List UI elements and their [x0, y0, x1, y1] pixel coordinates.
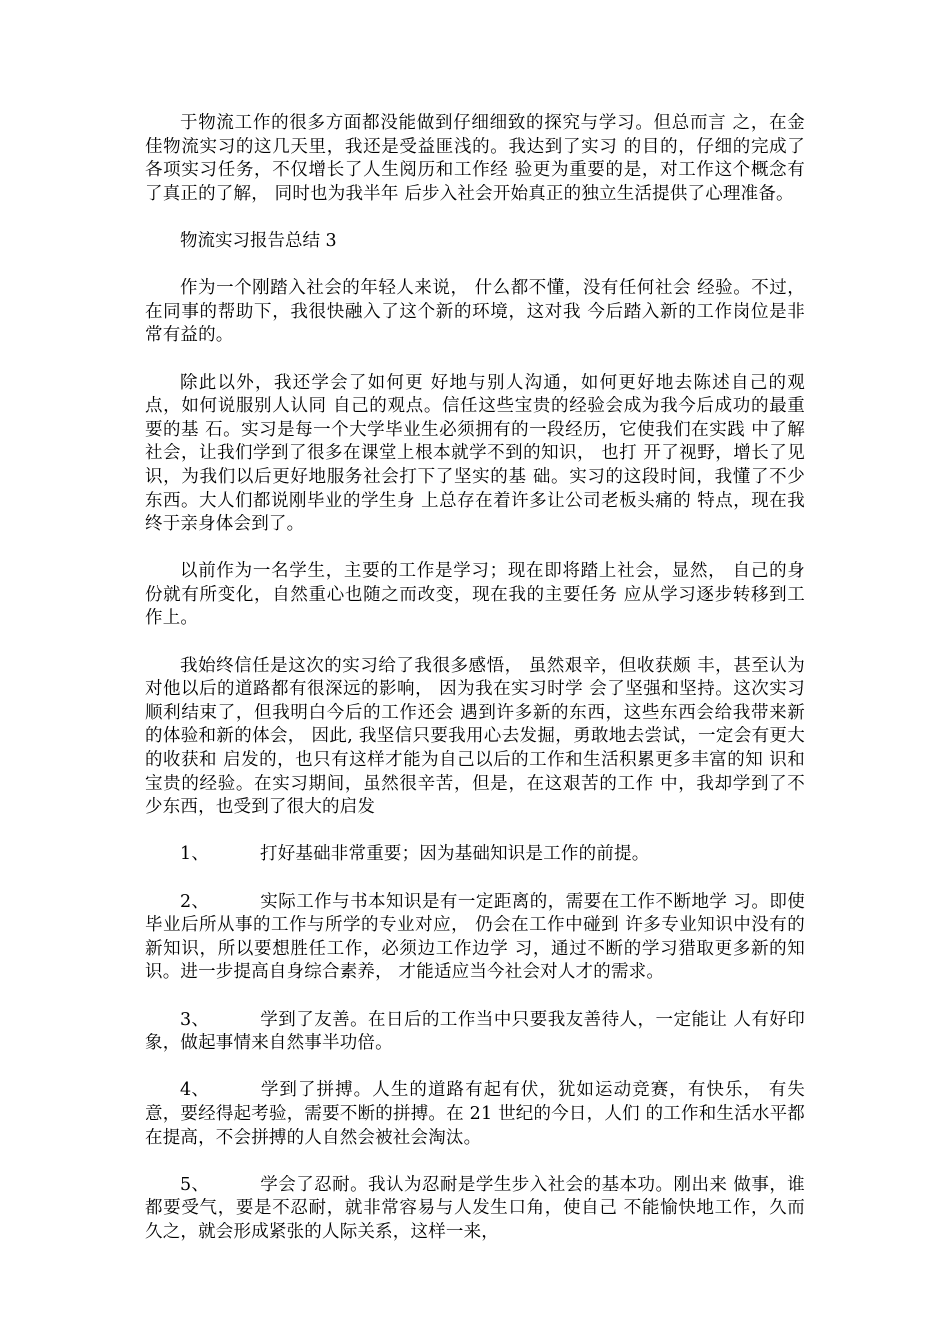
- list-number: 2、: [180, 891, 210, 912]
- list-text: 学到了友善。在日后的工作当中只要我友善待人，一定能让 人有好印象，做起事情来自然事半功倍。: [145, 1009, 805, 1054]
- list-text: 学到了拼搏。人生的道路有起有伏，犹如运动竞赛，有快乐， 有失意，要经得起考验，需要不断的拼搏。在 21 世纪的今日，人们 的工作和生活水平都在提高，不会拼搏的人自然会被社会淘汰。: [145, 1080, 805, 1148]
- document-page: [145, 112, 805, 1268]
- paragraph-role-change: 以前作为一名学生，主要的工作是学习；现在即将踏上社会，显然， 自己的身份就有所变化，自然重心也随之而改变，现在我的主要任务 应从学习逐步转移到工作上。: [145, 561, 805, 629]
- list-text: 学会了忍耐。我认为忍耐是学生步入社会的基本功。刚出来 做事，谁都要受气，要是不忍耐，就非常容易与人发生口角，使自己 不能愉快地工作，久而久之，就会形成紧张的人际关系，这样一来，: [145, 1174, 805, 1242]
- list-number: 3、: [180, 1009, 210, 1030]
- list-item-4: [145, 1079, 805, 1150]
- list-item-1: [145, 843, 805, 867]
- section-heading: 物流实习报告总结 3: [180, 230, 337, 251]
- list-number: 4、: [180, 1080, 210, 1101]
- paragraph-communication: 除此以外，我还学会了如何更 好地与别人沟通，如何更好地去陈述自己的观点，如何说服别人认同 自己的观点。信任这些宝贵的经验会成为我今后成功的最重要的基 石。实习是每一个大学毕业生必须拥有的一段经历，它使我们在实践 中了解社会，让我们学到了很多在课堂上根本就学不到的知识， 也打 开了视野，增长了见识，为我们以后更好地服务社会打下了坚实的基 础。实习的这段时间，我懂了不少东西。大人们都说刚毕业的学生身 上总存在着许多让公司老板头痛的 特点，现在我终于亲身体会到了。: [145, 372, 805, 535]
- list-number: 5、: [180, 1174, 210, 1195]
- list-item-2: [145, 891, 805, 985]
- paragraph-young-newcomer: 作为一个刚踏入社会的年轻人来说， 什么都不懂，没有任何社会 经验。不过，在同事的帮助下，我很快融入了这个新的环境，这对我 今后踏入新的工作岗位是非常有益的。: [145, 278, 805, 346]
- list-text: 打好基础非常重要；因为基础知识是工作的前提。: [260, 844, 650, 865]
- list-item-3: [145, 1009, 805, 1056]
- list-text: 实际工作与书本知识是有一定距离的，需要在工作不断地学 习。即使毕业后所从事的工作与所学的专业对应， 仍会在工作中碰到 许多专业知识中没有的新知识，所以要想胜任工作，必须边工作边学 习，通过不断的学习猎取更多新的知识。进一步提高自身综合素养， 才能适应当今社会对人才的需求。: [145, 891, 805, 983]
- paragraph-intro: 于物流工作的很多方面都没能做到仔细细致的探究与学习。但总而言 之，在金佳物流实习的这几天里，我还是受益匪浅的。我达到了实习 的目的，仔细的完成了各项实习任务，不仅增长了人生阅历和工作经 验更为重要的是，对工作这个概念有了真正的了解， 同时也为我半年 后步入社会开始真正的独立生活提供了心理准备。: [145, 113, 805, 204]
- paragraph-insights: 我始终信任是这次的实习给了我很多感悟， 虽然艰辛，但收获颇 丰，甚至认为对他以后的道路都有很深远的影响， 因为我在实习时学 会了坚强和坚持。这次实习顺利结束了，但我明白今后的工作还会 遇到许多新的东西，这些东西会给我带来新的体验和新的体会， 因此, 我坚信只要我用心去发掘，勇敢地去尝试，一定会有更大的收获和 启发的，也只有这样才能为自己以后的工作和生活积累更多丰富的知 识和宝贵的经验。在实习期间，虽然很辛苦，但是，在这艰苦的工作 中，我却学到了不少东西，也受到了很大的启发: [145, 655, 805, 818]
- list-number: 1、: [180, 844, 210, 865]
- list-item-5: [145, 1174, 805, 1245]
